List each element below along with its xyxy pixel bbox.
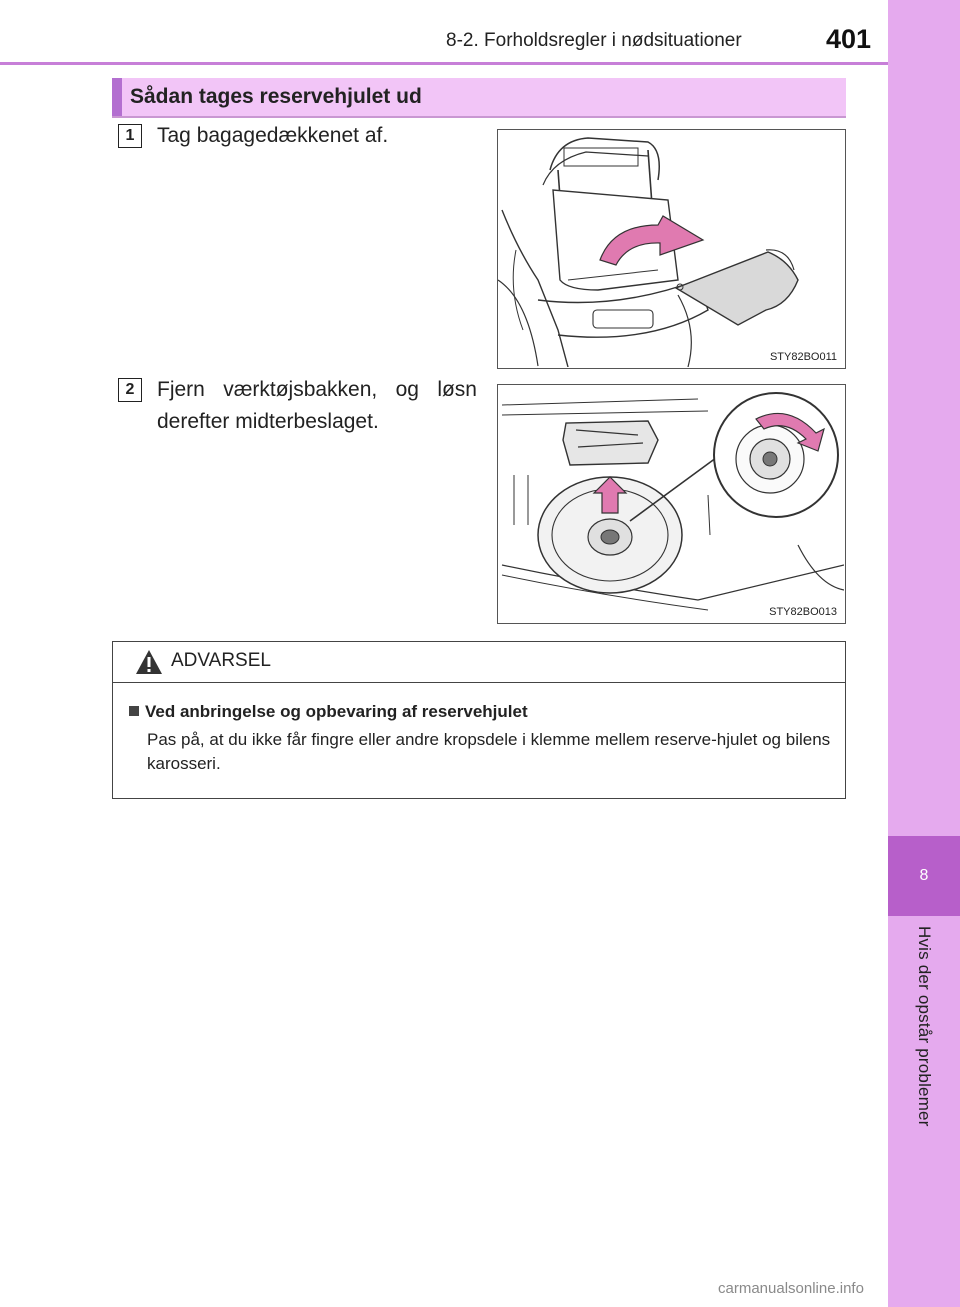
chapter-title: Hvis der opstår problemer [915, 926, 934, 1127]
step-2-number: 2 [118, 378, 142, 402]
chapter-tab[interactable] [888, 836, 960, 916]
warning-subheading-text: Ved anbringelse og opbevaring af reservehjulet [145, 702, 528, 721]
header-section-title: 8-2. Forholdsregler i nødsituationer [446, 30, 742, 51]
warning-body: Pas på, at du ikke får fingre eller andre kropsdele i klemme mellem reserve-hjulet og bilens karosseri. [147, 730, 831, 773]
warning-header [113, 642, 845, 683]
warning-subheading [129, 702, 528, 722]
warning-box [112, 641, 846, 799]
figure-spare-tire [497, 384, 846, 624]
figure-code-1: STY82BO011 [769, 351, 837, 363]
figure-remove-deck-cover [497, 129, 846, 369]
spare-tire-illustration [498, 385, 844, 622]
chapter-title-vertical [891, 926, 957, 1166]
section-heading [112, 78, 846, 118]
page-number: 401 [826, 24, 872, 54]
section-heading-bar [112, 78, 122, 116]
figure-code-2: STY82BO013 [769, 606, 837, 618]
section-title: Sådan tages reservehjulet ud [130, 85, 422, 108]
watermark[interactable]: carmanualsonline.info [718, 1280, 864, 1297]
warning-triangle-icon [135, 649, 163, 675]
step-1-text: Tag bagagedækkenet af. [157, 124, 389, 147]
step-1-number: 1 [118, 124, 142, 148]
chapter-number: 8 [919, 867, 929, 884]
trunk-illustration [498, 130, 844, 367]
square-bullet-icon [129, 706, 139, 716]
warning-title: ADVARSEL [171, 650, 271, 671]
header-divider [0, 62, 888, 65]
step-2-text: Fjern værktøjsbakken, og løsn derefter midterbeslaget. [157, 378, 477, 433]
